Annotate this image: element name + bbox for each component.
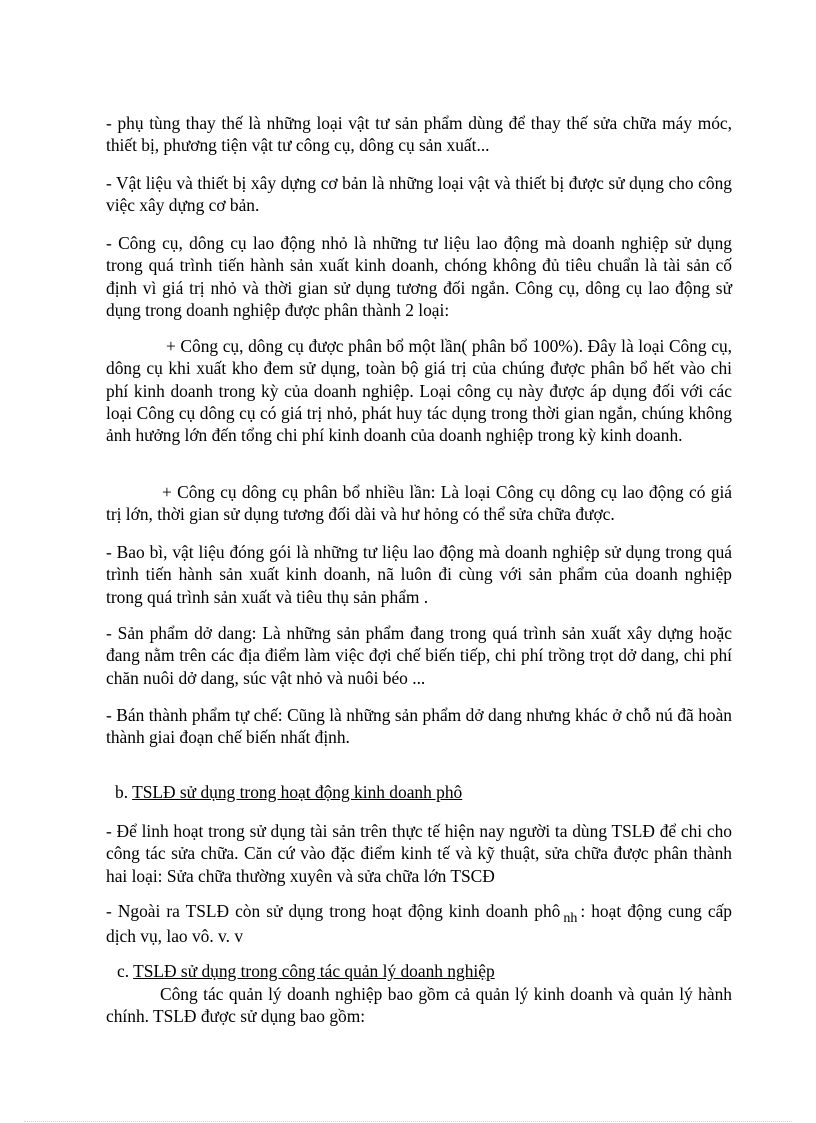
paragraph-small-tools: - Công cụ, dông cụ lao động nhỏ là những tư liệu lao động mà doanh nghiệp sử dụng trong quá trình tiến hành sản xuất kinh doanh, chóng không đủ tiêu chuẩn là tài sản cố định vì giá trị nhỏ và thời gian sử dụng tương đối ngắn. Công cụ, dông cụ lao động sử dụng trong doanh nghiệp được phân thành 2 loại: [106, 233, 732, 320]
paragraph-semi-finished: - Bán thành phẩm tự chế: Cũng là những sản phẩm dở dang nhưng khác ở chỗ nú đã hoàn thành giai đoạn chế biến nhất định. [106, 705, 732, 748]
heading-c-prefix: c. [117, 961, 134, 981]
other-uses-subscript: nh [563, 911, 578, 926]
heading-b [115, 781, 741, 803]
paragraph-spare-parts: - phụ tùng thay thế là những loại vật tư sản phẩm dùng để thay thế sửa chữa máy móc, thiết bị, phương tiện vật tư công cụ, dông cụ sản xuất... [106, 113, 732, 156]
paragraph-construction-materials: - Vật liệu và thiết bị xây dựng cơ bản là những loại vật và thiết bị được sử dụng cho công việc xây dựng cơ bản. [106, 173, 732, 216]
paragraph-management: Công tác quản lý doanh nghiệp bao gồm cả quản lý kinh doanh và quản lý hành chính. TSLĐ được sử dụng bao gồm: [106, 984, 732, 1027]
heading-c-title: TSLĐ sử dụng trong công tác quản lý doanh nghiệp [133, 961, 495, 981]
paragraph-repairs: - Để linh hoạt trong sử dụng tài sản trên thực tế hiện nay người ta dùng TSLĐ để chi cho công tác sửa chữa. Căn cứ vào đặc điểm kinh tế và kỹ thuật, sửa chữa được phân thành hai loại: Sửa chữa thường xuyên và sửa chữa lớn TSCĐ [106, 821, 732, 886]
paragraph-wip: - Sản phẩm dở dang: Là những sản phẩm đang trong quá trình sản xuất xây dựng hoặc đang nằm trên các địa điểm làm việc đợi chế biến tiếp, chi phí trồng trọt dở dang, chi phí chăn nuôi dở dang, súc vật nhỏ và nuôi béo ... [106, 623, 732, 688]
other-uses-text-b: : hoạt động cung cấp dịch vụ, lao vô. v. v [106, 901, 732, 947]
other-uses-text-a: - Ngoài ra TSLĐ còn sử dụng trong hoạt động kinh doanh phô [106, 901, 561, 921]
paragraph-tools-allocated-once: + Công cụ, dông cụ được phân bổ một lần( phân bổ 100%). Đây là loại Công cụ, dông cụ khi xuất kho đem sử dụng, toàn bộ giá trị của chúng được phân bổ hết vào chi phí kinh doanh trong kỳ của doanh nghiệp. Loại công cụ này được áp dụng đối với các loại Công cụ dông cụ có giá trị nhỏ, phát huy tác dụng trong thời gian ngắn, chúng không ảnh hưởng lớn đến tổng chi phí kinh doanh của doanh nghiệp trong kỳ kinh doanh. [106, 336, 732, 446]
paragraph-tools-allocated-many: + Công cụ dông cụ phân bổ nhiều lần: Là loại Công cụ dông cụ lao động có giá trị lớn, thời gian sử dụng tương đối dài và hư hỏng có thể sửa chữa được. [106, 482, 732, 525]
paragraph-other-uses [106, 900, 732, 948]
heading-c [117, 960, 743, 982]
paragraph-packaging: - Bao bì, vật liệu đóng gói là những tư liệu lao động mà doanh nghiệp sử dụng trong quá trình tiến hành sản xuất kinh doanh, nã luôn đi cùng với sản phẩm của doanh nghiệp trong quá trình sản xuất và tiêu thụ sản phẩm . [106, 542, 732, 607]
page-bottom-border [24, 1121, 792, 1122]
heading-b-title: TSLĐ sử dụng trong hoạt động kinh doanh phô [132, 782, 463, 802]
heading-b-prefix: b. [115, 782, 133, 802]
